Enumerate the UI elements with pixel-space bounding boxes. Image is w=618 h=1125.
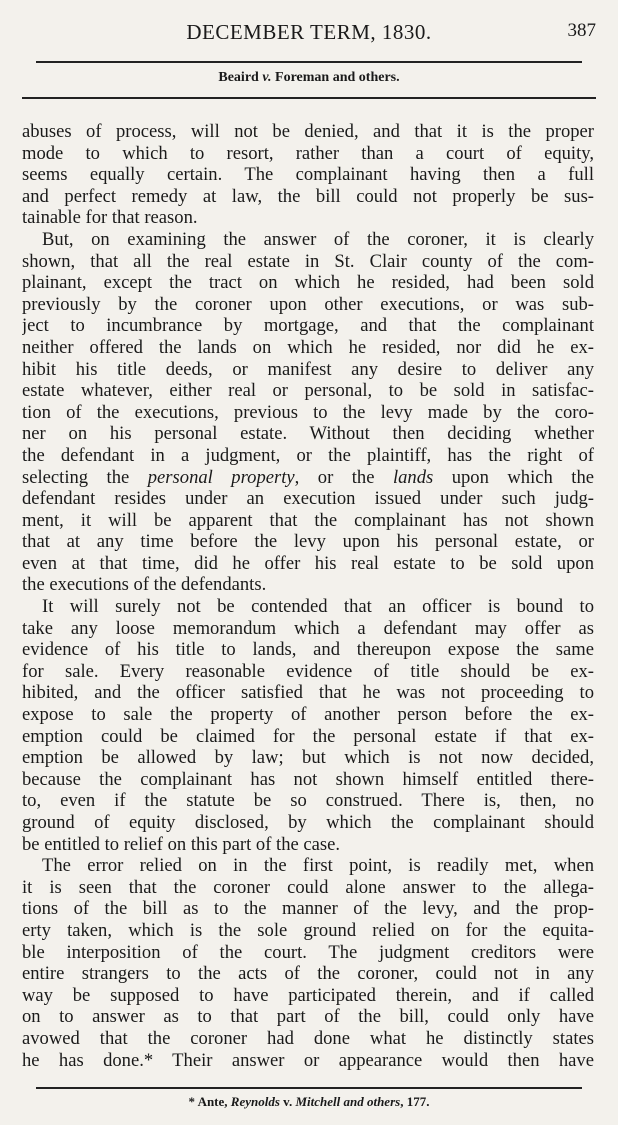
- text-line: mode to which to resort, rather than a court of equity,: [22, 142, 594, 164]
- text-line: it is seen that the coroner could alone answer to the allega-: [22, 876, 594, 898]
- body-text: [22, 121, 594, 1071]
- text-line: the defendant in a judgment, or the plaintiff, has the right of: [22, 444, 594, 466]
- text-line: on to answer as to that part of the bill, could only have: [22, 1006, 594, 1028]
- text-line: emption be allowed by law; but which is not now decided,: [22, 747, 594, 769]
- running-title: DECEMBER TERM, 1830.: [186, 20, 432, 44]
- footnote-versus: v.: [279, 1094, 296, 1109]
- case-versus: v.: [262, 70, 272, 85]
- text-line: plainant, except the tract on which he resided, had been sold: [22, 272, 594, 294]
- italic-term: personal property: [147, 466, 295, 488]
- text-line: evidence of his title to lands, and thereupon expose the same: [22, 639, 594, 661]
- page-number: 387: [567, 20, 596, 41]
- text-line: expose to sale the property of another person before the ex-: [22, 704, 594, 726]
- case-title: [0, 70, 618, 86]
- text-fragment: , or the: [294, 466, 393, 488]
- text-line: for sale. Every reasonable evidence of title should be ex-: [22, 660, 594, 682]
- text-line: even at that time, did he offer his real estate to be sold upon: [22, 552, 594, 574]
- case-title-rule: [22, 97, 596, 99]
- text-line: [22, 467, 594, 489]
- footnote-name-b: Mitchell and others: [295, 1094, 401, 1109]
- text-line: tainable for that reason.: [22, 207, 198, 229]
- case-party-b: Foreman and others.: [275, 70, 400, 85]
- text-line: hibit his title deeds, or manifest any desire to deliver any: [22, 358, 594, 380]
- text-line: ment, it will be apparent that the complainant has not shown: [22, 509, 594, 531]
- footnote-name-a: Reynolds: [230, 1094, 280, 1109]
- text-line: tions of the bill as to the manner of the levy, and the prop-: [22, 898, 594, 920]
- text-line: ject to incumbrance by mortgage, and that the complainant: [22, 315, 594, 337]
- text-line: defendant resides under an execution issued under such judg-: [22, 488, 594, 510]
- text-line: The error relied on in the first point, is readily met, when: [42, 855, 594, 877]
- text-line: to, even if the statute be so construed. There is, then, no: [22, 790, 594, 812]
- text-line: seems equally certain. The complainant having then a full: [22, 164, 594, 186]
- text-line: But, on examining the answer of the coroner, it is clearly: [42, 228, 594, 250]
- running-head: [22, 18, 596, 52]
- text-line: previously by the coroner upon other executions, or was sub-: [22, 293, 594, 315]
- text-line: ble interposition of the court. The judgment creditors were: [22, 941, 594, 963]
- text-line: ground of equity disclosed, by which the complainant should: [22, 812, 594, 833]
- italic-term: lands: [392, 466, 434, 488]
- text-line: the executions of the defendants.: [22, 574, 267, 596]
- text-line: because the complainant has not shown himself entitled there-: [22, 768, 594, 790]
- text-line: way be supposed to have participated therein, and if called: [22, 984, 594, 1006]
- text-line: he has done.* Their answer or appearance would then have: [22, 1049, 594, 1071]
- text-line: estate whatever, either real or personal, to be sold in satisfac-: [22, 380, 594, 402]
- text-line: tion of the executions, previous to the levy made by the coro-: [22, 401, 594, 423]
- text-line: and perfect remedy at law, the bill could not properly be sus-: [22, 185, 594, 207]
- footnote: [0, 1094, 618, 1110]
- footnote-suffix: , 177.: [400, 1094, 430, 1109]
- text-line: abuses of process, will not be denied, and that it is the proper: [22, 121, 594, 142]
- text-fragment: selecting the: [22, 466, 148, 488]
- text-line: that at any time before the levy upon his personal estate, or: [22, 531, 594, 553]
- header-rule: [36, 61, 582, 63]
- footnote-prefix: * Ante,: [188, 1094, 231, 1109]
- text-line: be entitled to relief on this part of the case.: [22, 833, 341, 855]
- text-line: erty taken, which is the sole ground relied on for the equita-: [22, 919, 594, 941]
- text-line: neither offered the lands on which he resided, nor did he ex-: [22, 336, 594, 358]
- text-line: shown, that all the real estate in St. Clair county of the com-: [22, 250, 594, 272]
- case-party-a: Beaird: [218, 70, 259, 85]
- text-line: avowed that the coroner had done what he distinctly states: [22, 1027, 594, 1049]
- text-fragment: upon which the: [433, 466, 594, 488]
- text-line: It will surely not be contended that an officer is bound to: [42, 596, 594, 618]
- footnote-rule: [36, 1087, 582, 1089]
- text-line: take any loose memorandum which a defendant may offer as: [22, 617, 594, 639]
- text-line: ner on his personal estate. Without then deciding whether: [22, 423, 594, 445]
- text-line: entire strangers to the acts of the coroner, could not in any: [22, 963, 594, 985]
- text-line: emption could be claimed for the personal estate if that ex-: [22, 725, 594, 747]
- text-line: hibited, and the officer satisfied that he was not proceeding to: [22, 682, 594, 704]
